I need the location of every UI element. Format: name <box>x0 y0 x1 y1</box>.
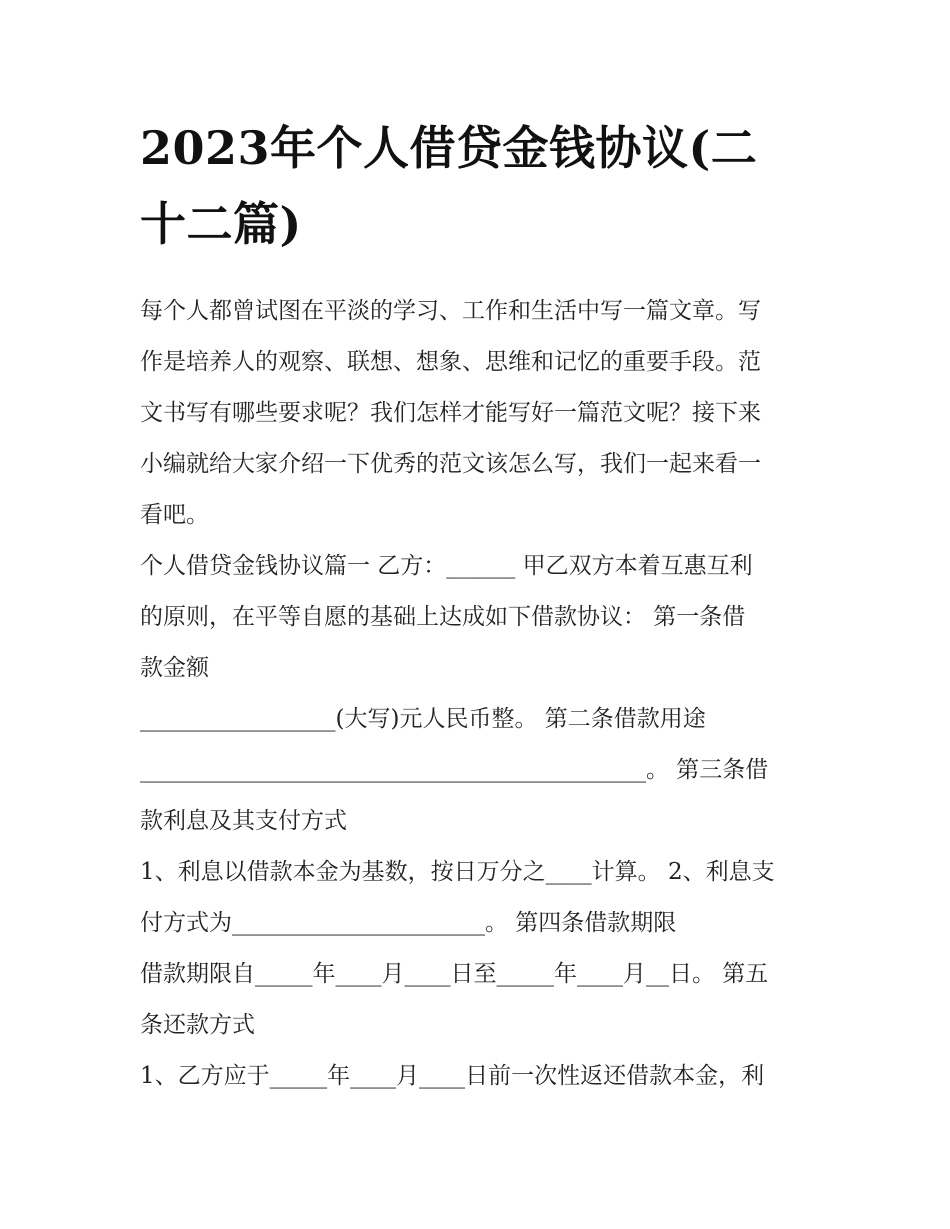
text-line: 款利息及其支付方式 <box>140 808 347 834</box>
text-line: 的原则，在平等自愿的基础上达成如下借款协议： 第一条借 <box>140 604 746 630</box>
text-line: _________________(大写)元人民币整。 第二条借款用途 <box>140 706 706 732</box>
document-title <box>140 110 820 262</box>
document-page <box>140 110 820 1102</box>
text-line: 1、利息以借款本金为基数，按日万分之____计算。 2、利息支 <box>140 859 775 885</box>
text-line: 每个人都曾试图在平淡的学习、工作和生活中写一篇文章。写 <box>140 298 761 324</box>
text-line: 文书写有哪些要求呢？我们怎样才能写好一篇范文呢？接下来 <box>140 400 761 426</box>
text-line: 款金额 <box>140 655 209 681</box>
text-line: 付方式为______________________。 第四条借款期限 <box>140 910 677 936</box>
title-line: 十二篇) <box>140 197 302 251</box>
text-line: 借款期限自_____年____月____日至_____年____月__日。 第五 <box>140 961 769 987</box>
intro-paragraph <box>140 286 820 541</box>
agreement-body <box>140 541 820 1102</box>
text-line: 个人借贷金钱协议篇一 乙方：______ 甲乙双方本着互惠互利 <box>140 553 753 579</box>
text-line: 条还款方式 <box>140 1012 255 1038</box>
text-line: ____________________________________________。 第三条借 <box>140 757 769 783</box>
text-line: 看吧。 <box>140 502 209 528</box>
text-line: 小编就给大家介绍一下优秀的范文该怎么写，我们一起来看一 <box>140 451 761 477</box>
text-line: 作是培养人的观察、联想、想象、思维和记忆的重要手段。范 <box>140 349 761 375</box>
text-line: 1、乙方应于_____年____月____日前一次性返还借款本金，利 <box>140 1063 765 1089</box>
title-line: 2023年个人借贷金钱协议(二 <box>140 121 758 175</box>
